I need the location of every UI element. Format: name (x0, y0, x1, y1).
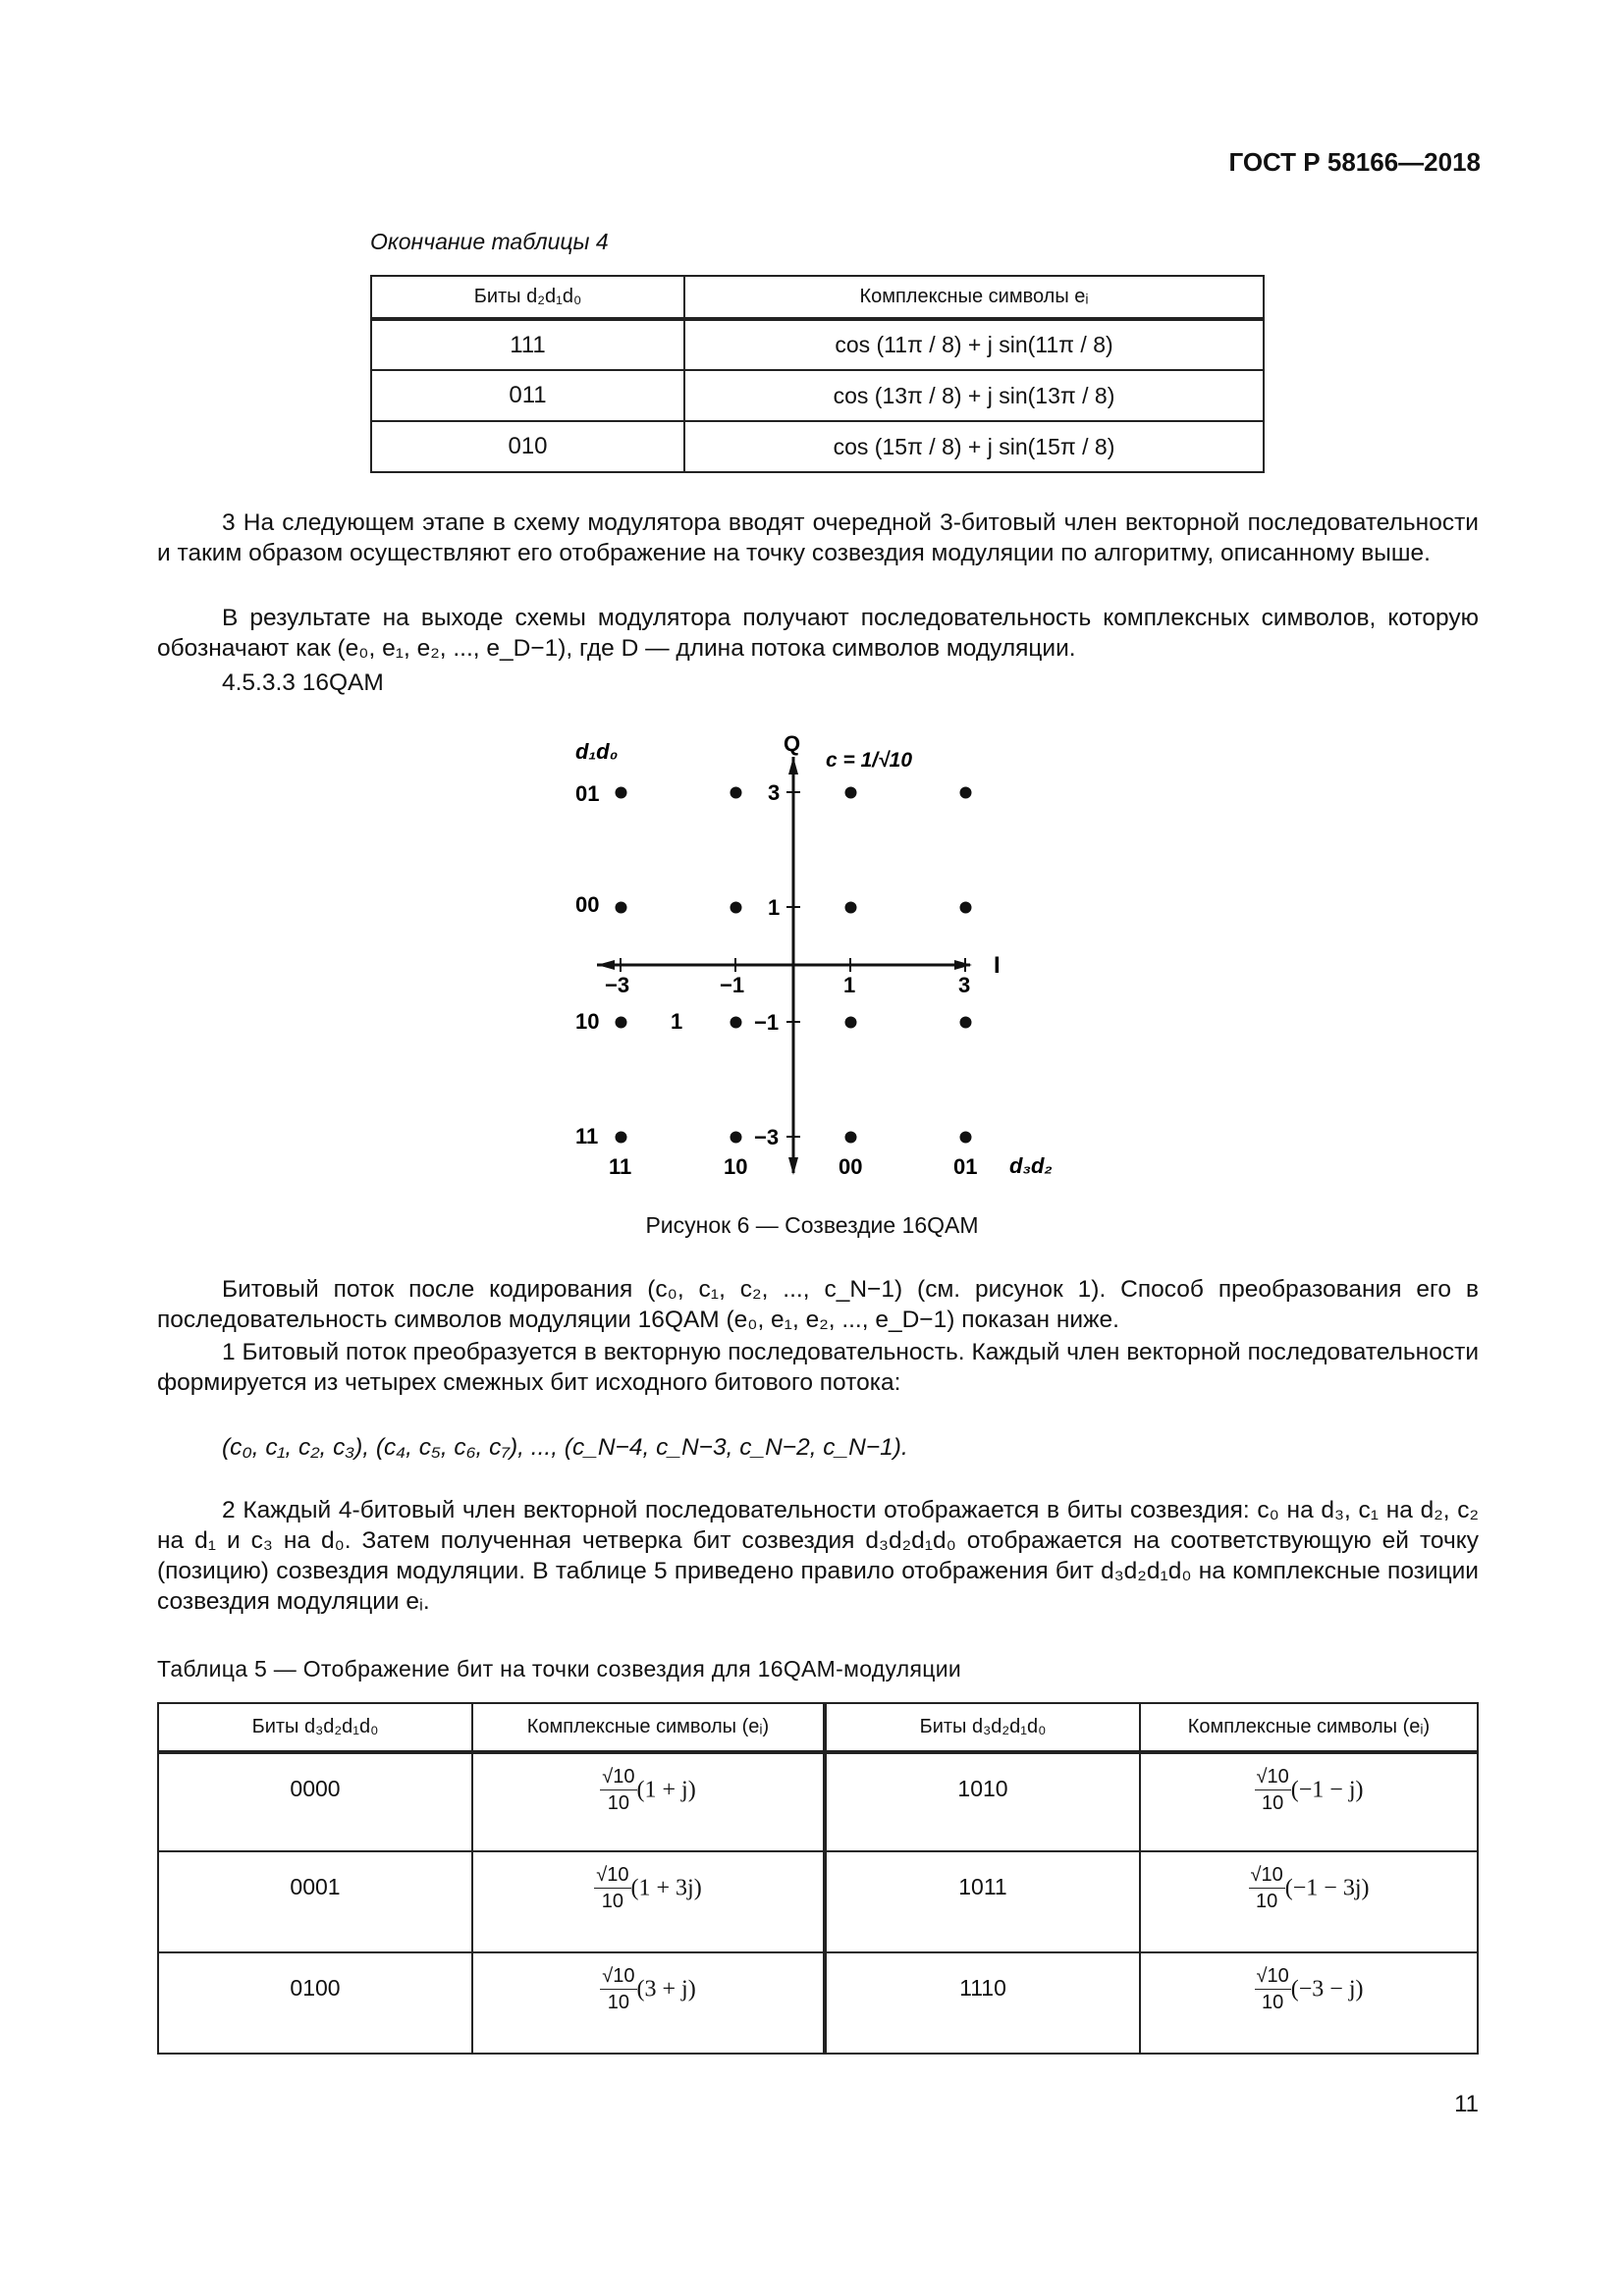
y-tick-label: −3 (754, 1125, 780, 1149)
table-row (371, 421, 1264, 472)
table5 (157, 1702, 1479, 2055)
table5-bits: 1110 (825, 1952, 1140, 2054)
figure-caption: Рисунок 6 — Созвездие 16QAM (645, 1212, 979, 1238)
section-heading: 4.5.3.3 16QAM (222, 669, 384, 696)
q-axis-arrow-down (788, 1157, 798, 1175)
c-label: c = 1/√10 (826, 749, 913, 772)
constellation-figure (550, 721, 1080, 1193)
table5-symbol (472, 1752, 825, 1851)
constellation-point (960, 787, 972, 799)
table5-symbol (1140, 1752, 1478, 1851)
table4-col1-header: Биты d₂d₁d₀ (371, 276, 684, 319)
table-row (371, 370, 1264, 421)
row-axis-label: d₁d₀ (575, 739, 619, 764)
table5-symbol (1140, 1851, 1478, 1952)
constellation-point (845, 1132, 857, 1144)
table5-symbol (1140, 1952, 1478, 2054)
symbol-expression: (3 + j) (636, 1976, 696, 2002)
table5-header-symbols-b: Комплексные символы (eᵢ) (1140, 1703, 1478, 1752)
table4-symbol: cos (13π / 8) + j sin(13π / 8) (684, 370, 1264, 421)
table-row (371, 319, 1264, 370)
fraction-numerator: √10 (600, 1965, 636, 1990)
constellation-point (960, 1017, 972, 1029)
col-label: 01 (953, 1154, 978, 1179)
constellation-point (616, 902, 627, 914)
table5-header-symbols-a: Комплексные символы (eᵢ) (472, 1703, 825, 1752)
col-label: 11 (609, 1154, 632, 1179)
table5-header-bits-b: Биты d₃d₂d₁d₀ (825, 1703, 1140, 1752)
table4 (370, 275, 1265, 473)
constellation-point (731, 902, 742, 914)
document-header: ГОСТ Р 58166—2018 (1228, 147, 1481, 177)
x-tick-label: 1 (843, 973, 856, 997)
x-tick-label: −1 (720, 973, 745, 997)
table5-bits: 0100 (158, 1952, 472, 2054)
constellation-point (845, 1017, 857, 1029)
fraction-numerator: √10 (1255, 1965, 1291, 1990)
fraction-numerator: √10 (600, 1766, 636, 1790)
constellation-point (845, 787, 857, 799)
table5-header-bits-a: Биты d₃d₂d₁d₀ (158, 1703, 472, 1752)
row-label: 11 (575, 1124, 599, 1148)
table-row (158, 1952, 1478, 2054)
table-row (158, 1752, 1478, 1851)
row-label: 00 (575, 892, 600, 917)
fraction-denominator: 10 (1262, 1992, 1284, 2013)
symbol-expression: (−3 − j) (1290, 1976, 1364, 2002)
paragraph-step3: 3 На следующем этапе в схему модулятора вводят очередной 3-битовый член векторной последовательности и таким образом осуществляют его отображение на точку созвездия модуляции по алгоритму, описанному выше. (157, 509, 1479, 566)
i-axis-label: I (994, 952, 1001, 979)
constellation-point (845, 902, 857, 914)
constellation-point (731, 1017, 742, 1029)
x-tick-label: −3 (605, 973, 630, 997)
table5-symbol (472, 1952, 825, 2054)
fraction-denominator: 10 (1256, 1891, 1278, 1912)
i-axis-arrow-right (954, 960, 972, 970)
fraction-numerator: √10 (1249, 1864, 1285, 1889)
table5-caption: Таблица 5 — Отображение бит на точки созвездия для 16QAM-модуляции (157, 1656, 962, 1682)
paragraph-step1: 1 Битовый поток преобразуется в векторную последовательность. Каждый член векторной последовательности формируется из четырех смежных бит исходного битового потока: (157, 1339, 1479, 1396)
i-axis-arrow-left (597, 960, 615, 970)
constellation-point (616, 1132, 627, 1144)
col-label: 00 (839, 1154, 863, 1179)
vector-formula: (c₀, c₁, c₂, c₃), (c₄, c₅, c₆, c₇), ..., (c_N−4, c_N−3, c_N−2, c_N−1). (222, 1434, 908, 1461)
col-label: 10 (724, 1154, 748, 1179)
table5-header-row (158, 1703, 1478, 1752)
table4-header-row (371, 276, 1264, 319)
constellation-point (616, 787, 627, 799)
constellation-point (960, 902, 972, 914)
constellation-point (731, 787, 742, 799)
symbol-expression: (−1 − 3j) (1284, 1875, 1370, 1901)
fraction-denominator: 10 (607, 1992, 630, 2013)
table4-bits: 010 (371, 421, 684, 472)
table4-col2-header: Комплексные символы eᵢ (684, 276, 1264, 319)
table4-bits: 111 (371, 319, 684, 370)
fraction-numerator: √10 (594, 1864, 630, 1889)
table4-symbol: cos (11π / 8) + j sin(11π / 8) (684, 319, 1264, 370)
table5-bits: 1010 (825, 1752, 1140, 1851)
symbol-expression: (−1 − j) (1290, 1777, 1364, 1803)
symbol-expression: (1 + 3j) (630, 1875, 702, 1901)
constellation-point (731, 1132, 742, 1144)
table5-symbol (472, 1851, 825, 1952)
paragraph-step2: 2 Каждый 4-битовый член векторной последовательности отображается в биты созвездия: c₀ на d₃, c₁ на d₂, c₂ на d₁ и c₃ на d₀. Затем полученная четверка бит созвездия d₃d₂d₁d₀ отображается на соответствующую ей точку (позицию) созвездия модуляции. В таблице 5 приведено правило отображения бит d₃d₂d₁d₀ на комплексные позиции созвездия модуляции eᵢ. (157, 1497, 1479, 1615)
row-label: 10 (575, 1009, 600, 1034)
table4-bits: 011 (371, 370, 684, 421)
y-tick-label: −1 (754, 1010, 780, 1035)
q-axis-arrow-up (788, 757, 798, 774)
table4-symbol: cos (15π / 8) + j sin(15π / 8) (684, 421, 1264, 472)
paragraph-bitstream: Битовый поток после кодирования (c₀, c₁, c₂, ..., c_N−1) (см. рисунок 1). Способ преобразования его в последовательность символов модуляции 16QAM (e₀, e₁, e₂, ..., e_D−1) показан ниже. (157, 1276, 1479, 1333)
stray-label: 1 (671, 1009, 683, 1034)
paragraph-result: В результате на выходе схемы модулятора получают последовательность комплексных символов, которую обозначают как (e₀, e₁, e₂, ..., e_D−1), где D — длина потока символов модуляции. (157, 605, 1479, 662)
table5-bits: 1011 (825, 1851, 1140, 1952)
constellation-point (616, 1017, 627, 1029)
q-axis-label: Q (784, 731, 801, 756)
fraction-denominator: 10 (607, 1792, 630, 1814)
table-row (158, 1851, 1478, 1952)
y-tick-label: 1 (768, 895, 781, 920)
x-tick-label: 3 (958, 973, 971, 997)
page-number: 11 (1454, 2091, 1479, 2117)
table4-caption: Окончание таблицы 4 (370, 229, 609, 254)
fraction-denominator: 10 (601, 1891, 624, 1912)
y-tick-label: 3 (768, 780, 781, 805)
constellation-point (960, 1132, 972, 1144)
table5-bits: 0001 (158, 1851, 472, 1952)
fraction-numerator: √10 (1255, 1766, 1291, 1790)
fraction-denominator: 10 (1262, 1792, 1284, 1814)
row-label: 01 (575, 781, 600, 806)
table5-bits: 0000 (158, 1752, 472, 1851)
col-axis-label: d₃d₂ (1009, 1153, 1053, 1178)
symbol-expression: (1 + j) (636, 1777, 696, 1803)
